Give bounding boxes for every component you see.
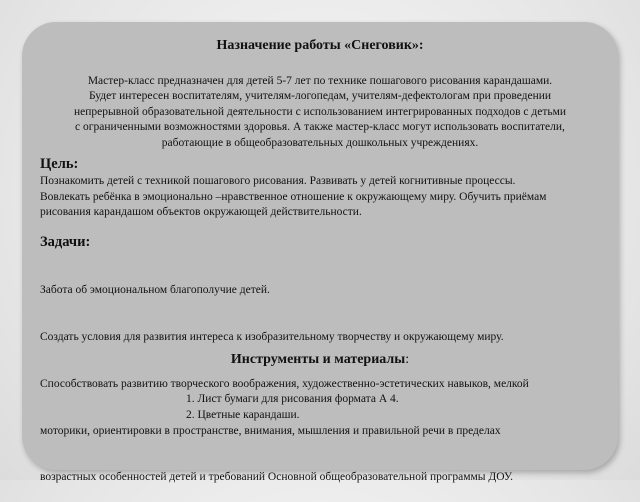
intro-line: Будет интересен воспитателям, учителям-логопедам, учителям-дефектологам при проведении bbox=[88, 90, 552, 103]
tasks-line: Забота об эмоциональном благополучие детей. bbox=[40, 284, 270, 297]
intro-line: непрерывной образовательной деятельности с использованием интегрированных подходов с детьми bbox=[73, 105, 567, 118]
intro-line: работающие в общеобразовательных дошкольных учреждениях. bbox=[161, 136, 479, 149]
goal-line: Вовлекать ребёнка в эмоционально –нравственное отношение к окружающему миру. Обучить приёмам bbox=[40, 190, 547, 203]
tools-heading-text: Инструменты и материалы bbox=[230, 352, 406, 367]
tools-heading-colon: : bbox=[405, 352, 410, 367]
tasks-heading: Задачи: bbox=[40, 234, 91, 250]
intro-line: Мастер-класс предназначен для детей 5-7 лет по технике пошагового рисования карандашами. bbox=[87, 75, 553, 87]
page-title: Назначение работы «Снеговик»: bbox=[216, 38, 424, 53]
list-item: 1. Лист бумаги для рисования формата А 4. bbox=[186, 393, 399, 405]
goal-line: рисования карандашом объектов окружающей действительности. bbox=[40, 206, 362, 219]
tasks-line: Способствовать развитию творческого воображения, художественно-эстетических навыков, мелкой bbox=[40, 377, 529, 390]
intro-line: с ограниченными возможностями здоровья. А также мастер-класс могут использовать воспитатели, bbox=[75, 121, 565, 134]
tasks-line: возрастных особенностей детей и требований Основной общеобразовательной программы ДОУ. bbox=[40, 471, 513, 484]
intro-paragraph bbox=[36, 74, 604, 151]
tasks-paragraph bbox=[40, 252, 615, 502]
tools-list bbox=[186, 392, 399, 423]
tools-heading bbox=[0, 352, 640, 368]
goal-line: Познакомить детей с техникой пошагового рисования. Развивать у детей когнитивные процессы. bbox=[40, 175, 516, 187]
tasks-line: моторики, ориентировки в пространстве, внимания, мышления и правильной речи в пределах bbox=[40, 424, 501, 437]
tasks-line: Создать условия для развития интереса к изобразительному творчеству и окружающему миру. bbox=[40, 330, 504, 343]
goal-heading: Цель: bbox=[40, 156, 79, 172]
goal-paragraph bbox=[40, 174, 615, 221]
list-item: 2. Цветные карандаши. bbox=[186, 408, 300, 421]
